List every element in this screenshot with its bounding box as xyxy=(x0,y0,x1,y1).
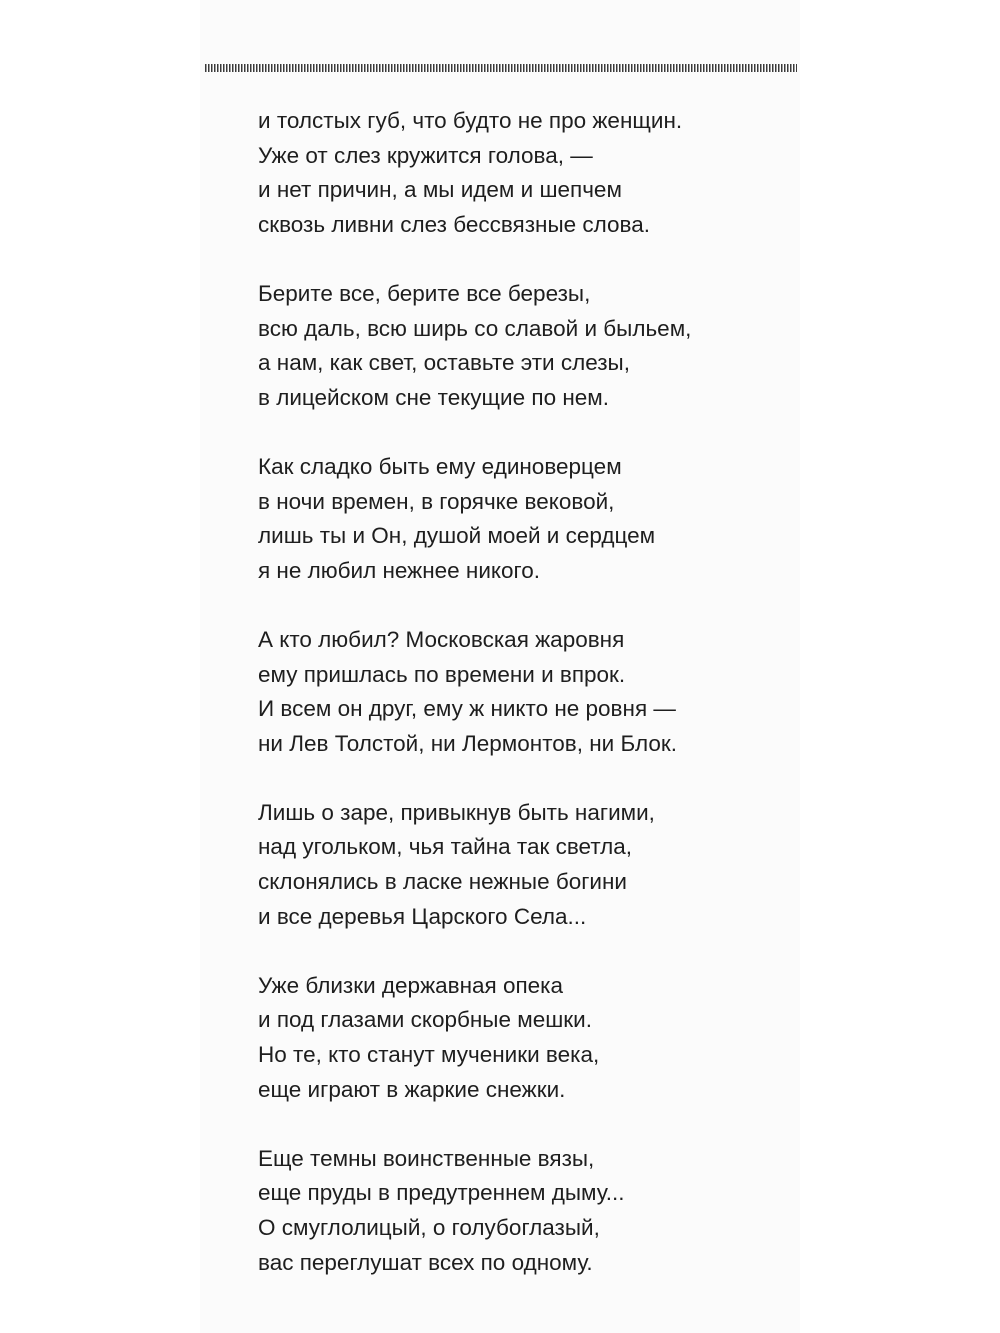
poem-line: О смуглолицый, о голубоглазый, xyxy=(258,1215,600,1240)
stanza xyxy=(258,277,778,415)
poem-line: Как сладко быть ему единоверцем xyxy=(258,453,622,479)
stanza xyxy=(258,104,778,242)
stanza xyxy=(258,796,778,934)
stanza xyxy=(258,623,778,761)
poem-line: в лицейском сне текущие по нем. xyxy=(258,384,610,410)
poem-line: а нам, как свет, оставьте эти слезы, xyxy=(258,350,630,376)
poem-line: в ночи времен, в горячке вековой, xyxy=(258,488,615,514)
poem-line: и толстых губ, что будто не про женщин. xyxy=(258,108,683,133)
poem-line: Лишь о заре, привыкнув быть нагими, xyxy=(258,799,655,825)
stanza xyxy=(258,450,778,588)
poem-line: И всем он друг, ему ж никто не ровня — xyxy=(258,696,676,722)
poem-line: Уже близки державная опека xyxy=(258,972,564,998)
poem-line: Берите все, берите все березы, xyxy=(258,280,591,306)
poem-line: еще пруды в предутреннем дыму... xyxy=(258,1180,625,1206)
poem-line: лишь ты и Он, душой моей и сердцем xyxy=(258,523,656,549)
stanza xyxy=(258,1142,778,1280)
poem-line: ни Лев Толстой, ни Лермонтов, ни Блок. xyxy=(258,730,677,756)
poem-line: всю даль, всю ширь со славой и быльем, xyxy=(258,315,692,341)
poem-text xyxy=(258,104,778,1280)
poem-line: и нет причин, а мы идем и шепчем xyxy=(258,177,622,203)
poem-line: Еще темны воинственные вязы, xyxy=(258,1145,595,1171)
stanza xyxy=(258,969,778,1107)
header-rule xyxy=(205,64,797,72)
poem-line: и все деревья Царского Села... xyxy=(258,903,587,929)
poem-line: я не любил нежнее никого. xyxy=(258,557,540,583)
poem-line: Но те, кто станут мученики века, xyxy=(258,1042,600,1068)
poem-line: А кто любил? Московская жаровня xyxy=(258,626,625,652)
poem-line: вас переглушат всех по одному. xyxy=(258,1249,593,1275)
poem-line: сквозь ливни слез бессвязные слова. xyxy=(258,211,651,237)
poem-line: и под глазами скорбные мешки. xyxy=(258,1007,592,1033)
poem-line: Уже от слез кружится голова, — xyxy=(258,142,593,168)
poem-line: над угольком, чья тайна так светла, xyxy=(258,834,633,860)
poem-line: склонялись в ласке нежные богини xyxy=(258,869,627,895)
poem-line: ему пришлась по времени и впрок. xyxy=(258,661,626,687)
poem-line: еще играют в жаркие снежки. xyxy=(258,1076,566,1102)
